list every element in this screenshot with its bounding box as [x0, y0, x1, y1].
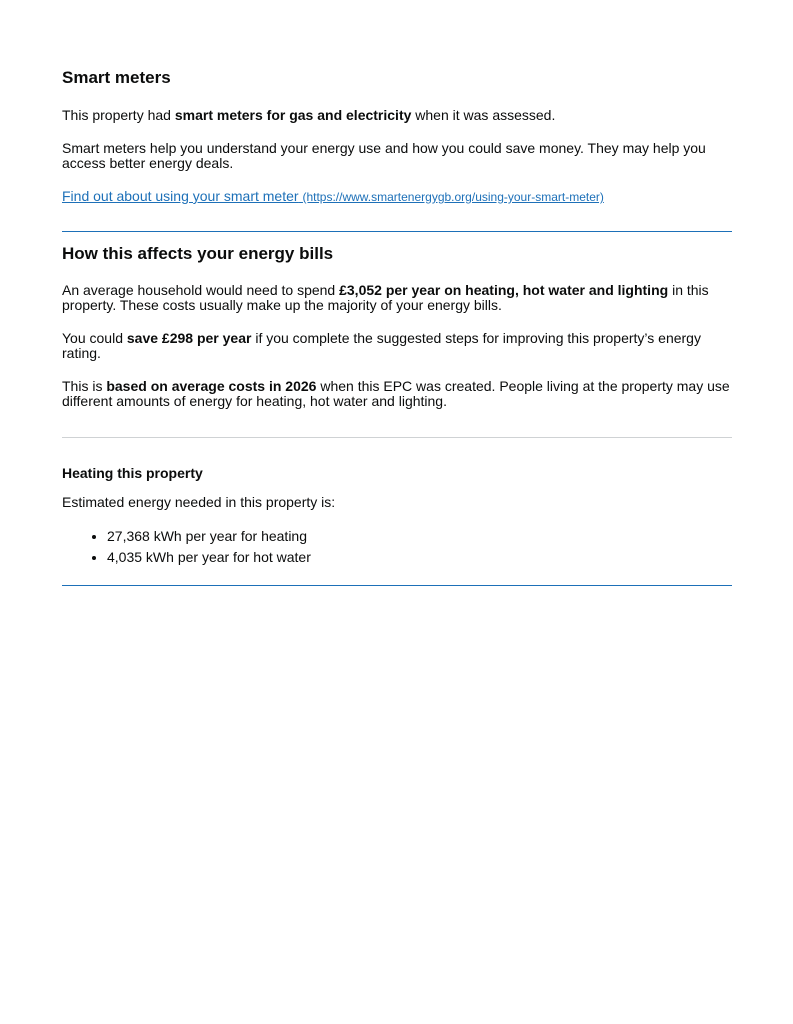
- text-span: when it was assessed.: [411, 107, 556, 123]
- section-divider: [62, 231, 732, 232]
- document-content: [62, 68, 732, 586]
- text-span: This property had: [62, 107, 175, 123]
- text-span: in this property. These costs usually make up the majority of your energy bills.: [62, 282, 709, 313]
- text-span: if you complete the suggested steps for improving this property’s energy rating.: [62, 330, 701, 361]
- savings-paragraph: [62, 331, 732, 361]
- average-cost-paragraph: [62, 283, 732, 313]
- smart-meters-info-paragraph: Smart meters help you understand your energy use and how you could save money. They may help you access better energy deals.: [62, 140, 706, 171]
- heating-section: [62, 465, 732, 565]
- text-span: when this EPC was created. People living at the property may use different amounts of energy for heating, hot water and lighting.: [62, 378, 730, 409]
- average-cost-value: £3,052 per year on heating, hot water and lighting: [339, 282, 669, 298]
- smart-meters-section: [62, 68, 732, 205]
- heating-heading: Heating this property: [62, 465, 203, 481]
- smart-meters-status-paragraph: [62, 108, 732, 123]
- energy-bills-heading: How this affects your energy bills: [62, 244, 334, 263]
- text-span: An average household would need to spend: [62, 282, 340, 298]
- text-span: This is: [62, 378, 107, 394]
- heating-energy-list: [62, 529, 732, 565]
- section-divider: [62, 585, 732, 586]
- text-span: You could: [62, 330, 127, 346]
- smart-meter-link-url: (https://www.smartenergygb.org/using-your-smart-meter): [302, 190, 604, 204]
- subsection-divider: [62, 437, 732, 438]
- smart-meter-link-paragraph: [62, 189, 732, 205]
- smart-meters-heading: Smart meters: [62, 68, 171, 87]
- list-item: • 4,035 kWh per year for hot water: [107, 550, 732, 565]
- smart-meter-type: smart meters for gas and electricity: [174, 107, 412, 123]
- cost-basis-paragraph: [62, 379, 732, 409]
- cost-basis-value: based on average costs in 2026: [106, 378, 317, 394]
- smart-meter-link[interactable]: [62, 188, 604, 204]
- heating-intro: Estimated energy needed in this property is:: [62, 494, 336, 510]
- savings-value: save £298 per year: [126, 330, 252, 346]
- energy-bills-section: [62, 244, 732, 409]
- smart-meter-link-text: Find out about using your smart meter: [62, 188, 299, 204]
- list-item: • 27,368 kWh per year for heating: [107, 529, 732, 544]
